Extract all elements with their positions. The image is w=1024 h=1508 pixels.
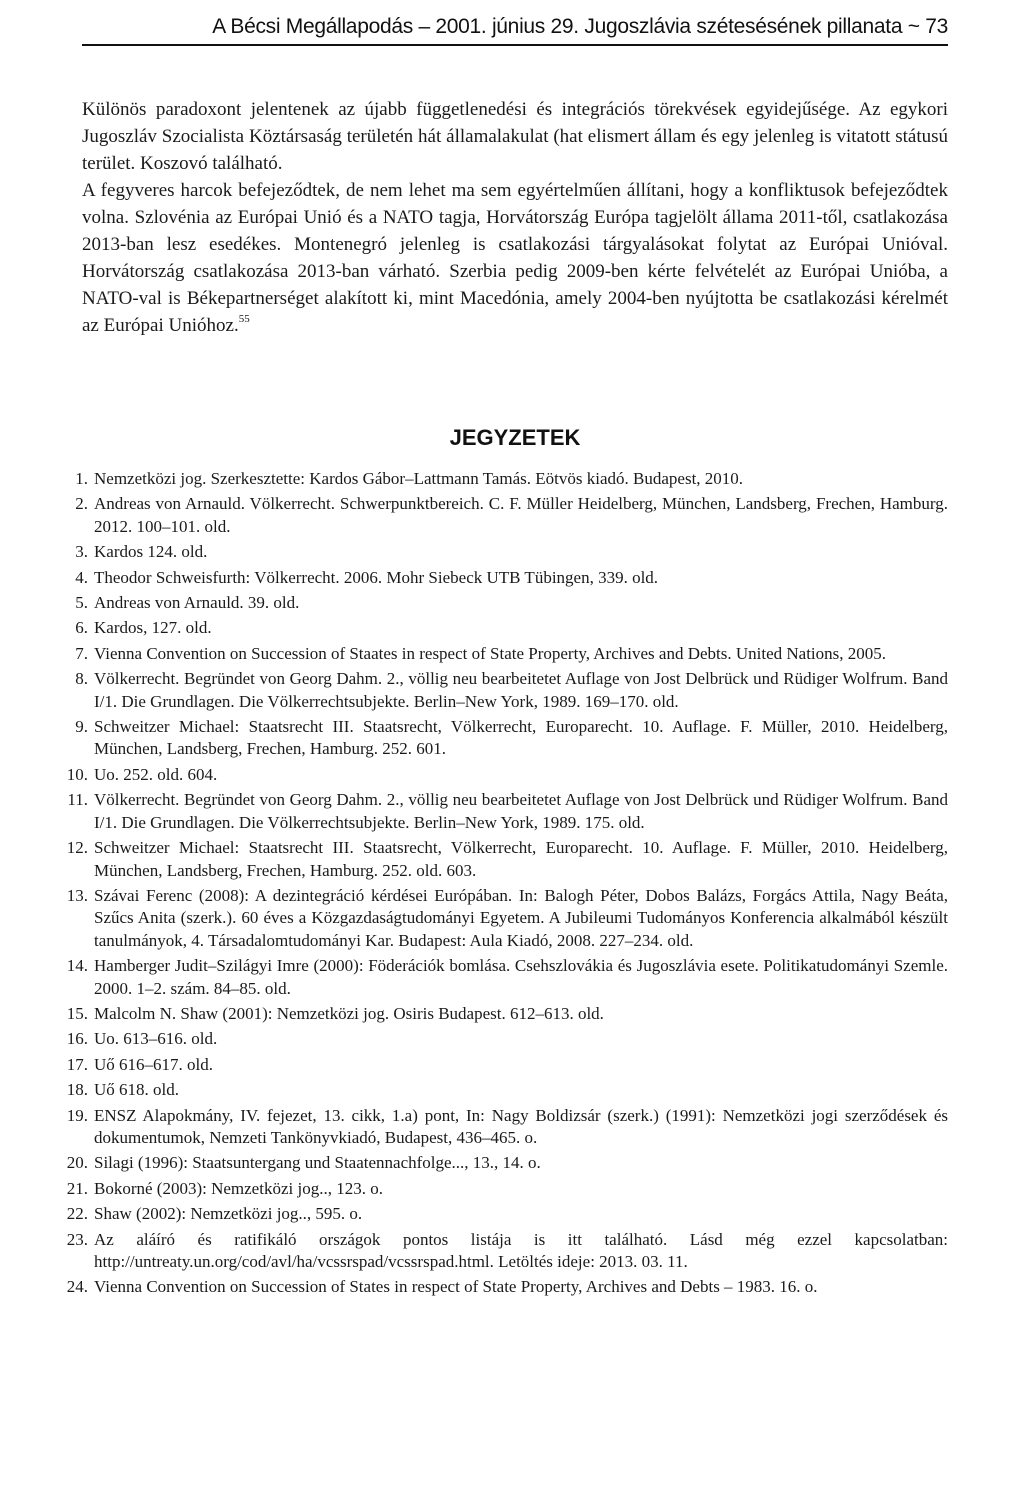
- note-item: [66, 1054, 948, 1076]
- note-number: 14.: [66, 956, 88, 976]
- running-header: A Bécsi Megállapodás – 2001. június 29. Jugoszlávia szétesésének pillanata ~ 73: [212, 15, 948, 38]
- note-text: Kardos, 127. old.: [94, 618, 212, 638]
- note-number: 15.: [66, 1003, 88, 1023]
- note-item: [67, 789, 948, 834]
- note-number: 4.: [75, 567, 88, 587]
- note-item: [66, 1276, 948, 1298]
- note-item: [66, 1152, 948, 1174]
- body-paragraph-1: Különös paradoxont jelentenek az újabb függetlenedési és integrációs törekvések egyidejűsége. Az egykori Jugoszláv Szocialista Köztársaság területén hát államalakulat (hat elismert állam és egy jelenleg is vitatott státusú terület. Koszovó található.: [82, 99, 948, 174]
- note-item: [66, 837, 948, 882]
- note-text: Uo. 252. old. 604.: [94, 764, 218, 784]
- note-item: [75, 592, 948, 614]
- note-item: [75, 716, 948, 761]
- body-text: [82, 96, 948, 339]
- note-text: Nemzetközi jog. Szerkesztette: Kardos Gábor–Lattmann Tamás. Eötvös kiadó. Budapest, 2010.: [94, 469, 744, 488]
- note-item: [75, 541, 948, 563]
- note-number: 13.: [66, 885, 88, 905]
- note-number: 16.: [66, 1029, 88, 1049]
- note-text: Szávai Ferenc (2008): A dezintegráció kérdései Európában. In: Balogh Péter, Dobos Balázs, Forgács Attila, Nagy Beáta, Szűcs Anita (szerk.). 60 éves a Közgazdaságtudományi Egyetem. A Jubileumi Tudományos Konferencia alkalmából készült tanulmányok, 4. Társadalomtudományi Kar. Budapest: Aula Kiadó, 2008. 227–234. old.: [94, 885, 948, 950]
- note-number: 22.: [66, 1204, 88, 1224]
- note-text: Vienna Convention on Succession of States in respect of State Property, Archives and Debts – 1983. 16. o.: [94, 1277, 818, 1297]
- note-number: 1.: [75, 469, 88, 488]
- note-item: [66, 955, 948, 1000]
- footnote-reference: 55: [238, 313, 250, 325]
- note-text: Malcolm N. Shaw (2001): Nemzetközi jog. Osiris Budapest. 612–613. old.: [94, 1003, 604, 1023]
- note-text: Andreas von Arnauld. 39. old.: [94, 593, 300, 613]
- note-number: 2.: [75, 494, 88, 514]
- note-item: [66, 1105, 948, 1150]
- header-rule: [82, 44, 948, 46]
- note-item: [75, 468, 948, 490]
- note-text: Uő 618. old.: [94, 1080, 179, 1100]
- note-number: 3.: [75, 542, 88, 562]
- note-number: 23.: [66, 1229, 88, 1249]
- note-text: Völkerrecht. Begründet von Georg Dahm. 2., völlig neu bearbeitetet Auflage von Jost Delbrück und Rüdiger Wolfrum. Band I/1. Die Grundlagen. Die Völkerrechtsubjekte. Berlin–New York, 1989. 175. old.: [94, 790, 948, 832]
- note-text: Az aláíró és ratifikáló országok pontos listája is itt található. Lásd még ezzel kapcsolatban: http://untreaty.un.org/cod/avl/ha/vcssrspad/vcssrspad.html. Letöltés ideje: 2013. 03. 11.: [94, 1229, 948, 1271]
- note-text: Schweitzer Michael: Staatsrecht III. Staatsrecht, Völkerrecht, Europarecht. 10. Auflage. F. Müller, 2010. Heidelberg, München, Landsberg, Frechen, Hamburg. 252. 601.: [94, 717, 948, 759]
- note-text: Uo. 613–616. old.: [94, 1029, 218, 1049]
- note-item: [75, 617, 948, 639]
- note-item: [66, 1028, 948, 1050]
- note-item: [66, 764, 948, 786]
- note-item: [75, 668, 948, 713]
- note-number: 12.: [66, 838, 88, 858]
- note-text: Völkerrecht. Begründet von Georg Dahm. 2., völlig neu bearbeitetet Auflage von Jost Delbrück und Rüdiger Wolfrum. Band I/1. Die Grundlagen. Die Völkerrechtsubjekte. Berlin–New York, 1989. 169–170. old.: [94, 669, 948, 711]
- note-number: 7.: [75, 643, 88, 663]
- note-number: 10.: [66, 764, 88, 784]
- note-item: [66, 1003, 948, 1025]
- note-item: [75, 493, 948, 538]
- note-number: 20.: [66, 1153, 88, 1173]
- note-item: [75, 567, 948, 589]
- note-text: Schweitzer Michael: Staatsrecht III. Staatsrecht, Völkerrecht, Europarecht. 10. Auflage. F. Müller, 2010. Heidelberg, München, Landsberg, Frechen, Hamburg. 252. old. 603.: [94, 838, 948, 880]
- note-text: Bokorné (2003): Nemzetközi jog.., 123. o.: [94, 1178, 383, 1198]
- note-text: Hamberger Judit–Szilágyi Imre (2000): Föderációk bomlása. Csehszlovákia és Jugoszlávia esete. Politikatudományi Szemle. 2000. 1–2. szám. 84–85. old.: [94, 956, 948, 998]
- note-text: Silagi (1996): Staatsuntergang und Staatennachfolge..., 13., 14. o.: [94, 1153, 541, 1173]
- note-text: Vienna Convention on Succession of Staates in respect of State Property, Archives and Debts. United Nations, 2005.: [94, 643, 887, 663]
- note-text: Shaw (2002): Nemzetközi jog.., 595. o.: [94, 1204, 363, 1224]
- note-item: [66, 1178, 948, 1200]
- note-item: [66, 1203, 948, 1225]
- note-number: 9.: [75, 717, 88, 737]
- note-item: [75, 643, 948, 665]
- note-number: 8.: [75, 669, 88, 689]
- note-number: 24.: [66, 1277, 88, 1297]
- note-item: [66, 1229, 948, 1274]
- note-number: 17.: [66, 1054, 88, 1074]
- note-number: 11.: [67, 790, 88, 810]
- note-text: Andreas von Arnauld. Völkerrecht. Schwerpunktbereich. C. F. Müller Heidelberg, München, Landsberg, Frechen, Hamburg. 2012. 100–101. old.: [94, 494, 948, 536]
- note-number: 19.: [66, 1105, 88, 1125]
- note-text: Uő 616–617. old.: [94, 1054, 213, 1074]
- note-number: 21.: [66, 1178, 88, 1198]
- note-number: 5.: [75, 593, 88, 613]
- body-paragraph-2: [82, 177, 948, 339]
- note-text: Theodor Schweisfurth: Völkerrecht. 2006. Mohr Siebeck UTB Tübingen, 339. old.: [94, 567, 659, 587]
- note-text: Kardos 124. old.: [94, 542, 208, 562]
- note-number: 6.: [75, 618, 88, 638]
- notes-heading: JEGYZETEK: [449, 425, 581, 450]
- note-item: [66, 1079, 948, 1101]
- note-number: 18.: [66, 1080, 88, 1100]
- note-item: [66, 885, 948, 952]
- body-paragraph-2-text: A fegyveres harcok befejeződtek, de nem lehet ma sem egyértelműen állítani, hogy a konfliktusok befejeződtek volna. Szlovénia az Európai Unió és a NATO tagja, Horvátország Európa tagjelölt állama 2011-től, csatlakozása 2013-ban lesz esedékes. Montenegró jelenleg is csatlakozási tárgyalásokat folytat az Európai Unióval. Horvátország csatlakozása 2013-ban várható. Szerbia pedig 2009-ben kérte felvételét az Európai Unióba, a NATO-val is Békepartnerséget alakított ki, mint Macedónia, amely 2004-ben nyújtotta be csatlakozási kérelmét az Európai Unióhoz.: [82, 180, 948, 336]
- note-text: ENSZ Alapokmány, IV. fejezet, 13. cikk, 1.a) pont, In: Nagy Boldizsár (szerk.) (1991): Nemzetközi jogi szerződések és dokumentumok, Nemzeti Tankönyvkiadó, Budapest, 436–465. o.: [94, 1105, 948, 1147]
- notes-list: [66, 468, 948, 1302]
